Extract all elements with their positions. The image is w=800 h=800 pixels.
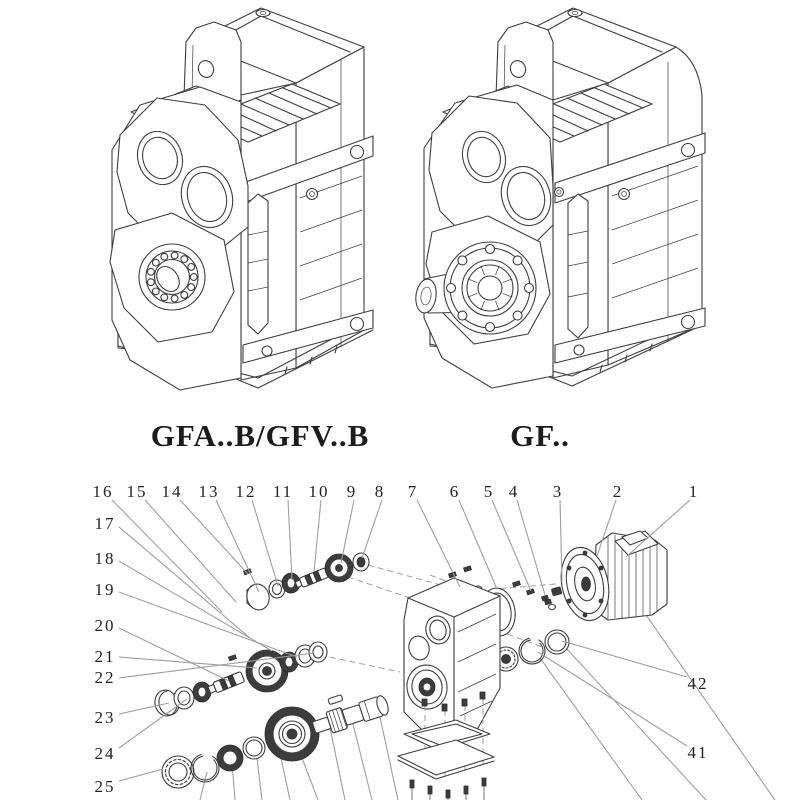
callout-4: 4 bbox=[508, 482, 520, 501]
leader-line-25 bbox=[119, 769, 163, 781]
callout-14: 14 bbox=[161, 482, 183, 501]
callout-1: 1 bbox=[688, 482, 700, 501]
leader-line-18 bbox=[119, 561, 272, 651]
output-shaft-sketch bbox=[307, 682, 391, 738]
callout-22: 22 bbox=[94, 668, 116, 687]
callout-20: 20 bbox=[94, 616, 116, 635]
callout-13: 13 bbox=[198, 482, 220, 501]
callout-42: 42 bbox=[687, 674, 709, 693]
callout-21: 21 bbox=[94, 647, 116, 666]
leader-line-23 bbox=[119, 703, 169, 714]
leader-line-11 bbox=[288, 500, 292, 580]
callout-41: 41 bbox=[687, 743, 709, 762]
intermediate-gear-cluster bbox=[153, 642, 327, 718]
right-gearbox-drawing bbox=[414, 8, 705, 388]
leader-line-14 bbox=[180, 500, 248, 574]
input-pinion-cluster bbox=[243, 553, 369, 612]
callout-25: 25 bbox=[94, 777, 116, 796]
left-gearbox-drawing bbox=[110, 8, 373, 390]
callout-9: 9 bbox=[346, 482, 358, 501]
callout-10: 10 bbox=[308, 482, 330, 501]
callout-8: 8 bbox=[374, 482, 386, 501]
callout-16: 16 bbox=[92, 482, 114, 501]
callout-5: 5 bbox=[483, 482, 495, 501]
leader-line-7 bbox=[417, 500, 460, 587]
callout-15: 15 bbox=[126, 482, 148, 501]
leader-line-10 bbox=[314, 500, 321, 572]
callout-24: 24 bbox=[94, 744, 116, 763]
leader-line-6 bbox=[459, 500, 497, 589]
leader-line-9 bbox=[341, 500, 354, 563]
callout-3: 3 bbox=[552, 482, 564, 501]
callout-12: 12 bbox=[235, 482, 257, 501]
model-label-left: GFA..B/GFV..B bbox=[150, 418, 370, 453]
housing-sketch bbox=[403, 578, 500, 738]
callout-7: 7 bbox=[407, 482, 419, 501]
callout-6: 6 bbox=[449, 482, 461, 501]
leader-line-20 bbox=[119, 628, 229, 681]
callout-2: 2 bbox=[612, 482, 624, 501]
callout-19: 19 bbox=[94, 580, 116, 599]
leader-line-41 bbox=[538, 652, 687, 746]
callouts-layer bbox=[93, 482, 709, 796]
leader-line-15 bbox=[145, 500, 236, 602]
leader-line-5 bbox=[492, 500, 531, 591]
cover-bolts bbox=[410, 778, 486, 800]
callout-11: 11 bbox=[272, 482, 294, 501]
callout-23: 23 bbox=[94, 708, 116, 727]
leader-line-4 bbox=[517, 500, 545, 595]
leader-line-8 bbox=[362, 500, 382, 558]
model-label-right: GF.. bbox=[510, 418, 570, 453]
callout-18: 18 bbox=[94, 549, 116, 568]
motor-sketch bbox=[545, 531, 667, 625]
callout-17: 17 bbox=[94, 514, 116, 533]
leader-line-12 bbox=[252, 500, 278, 586]
